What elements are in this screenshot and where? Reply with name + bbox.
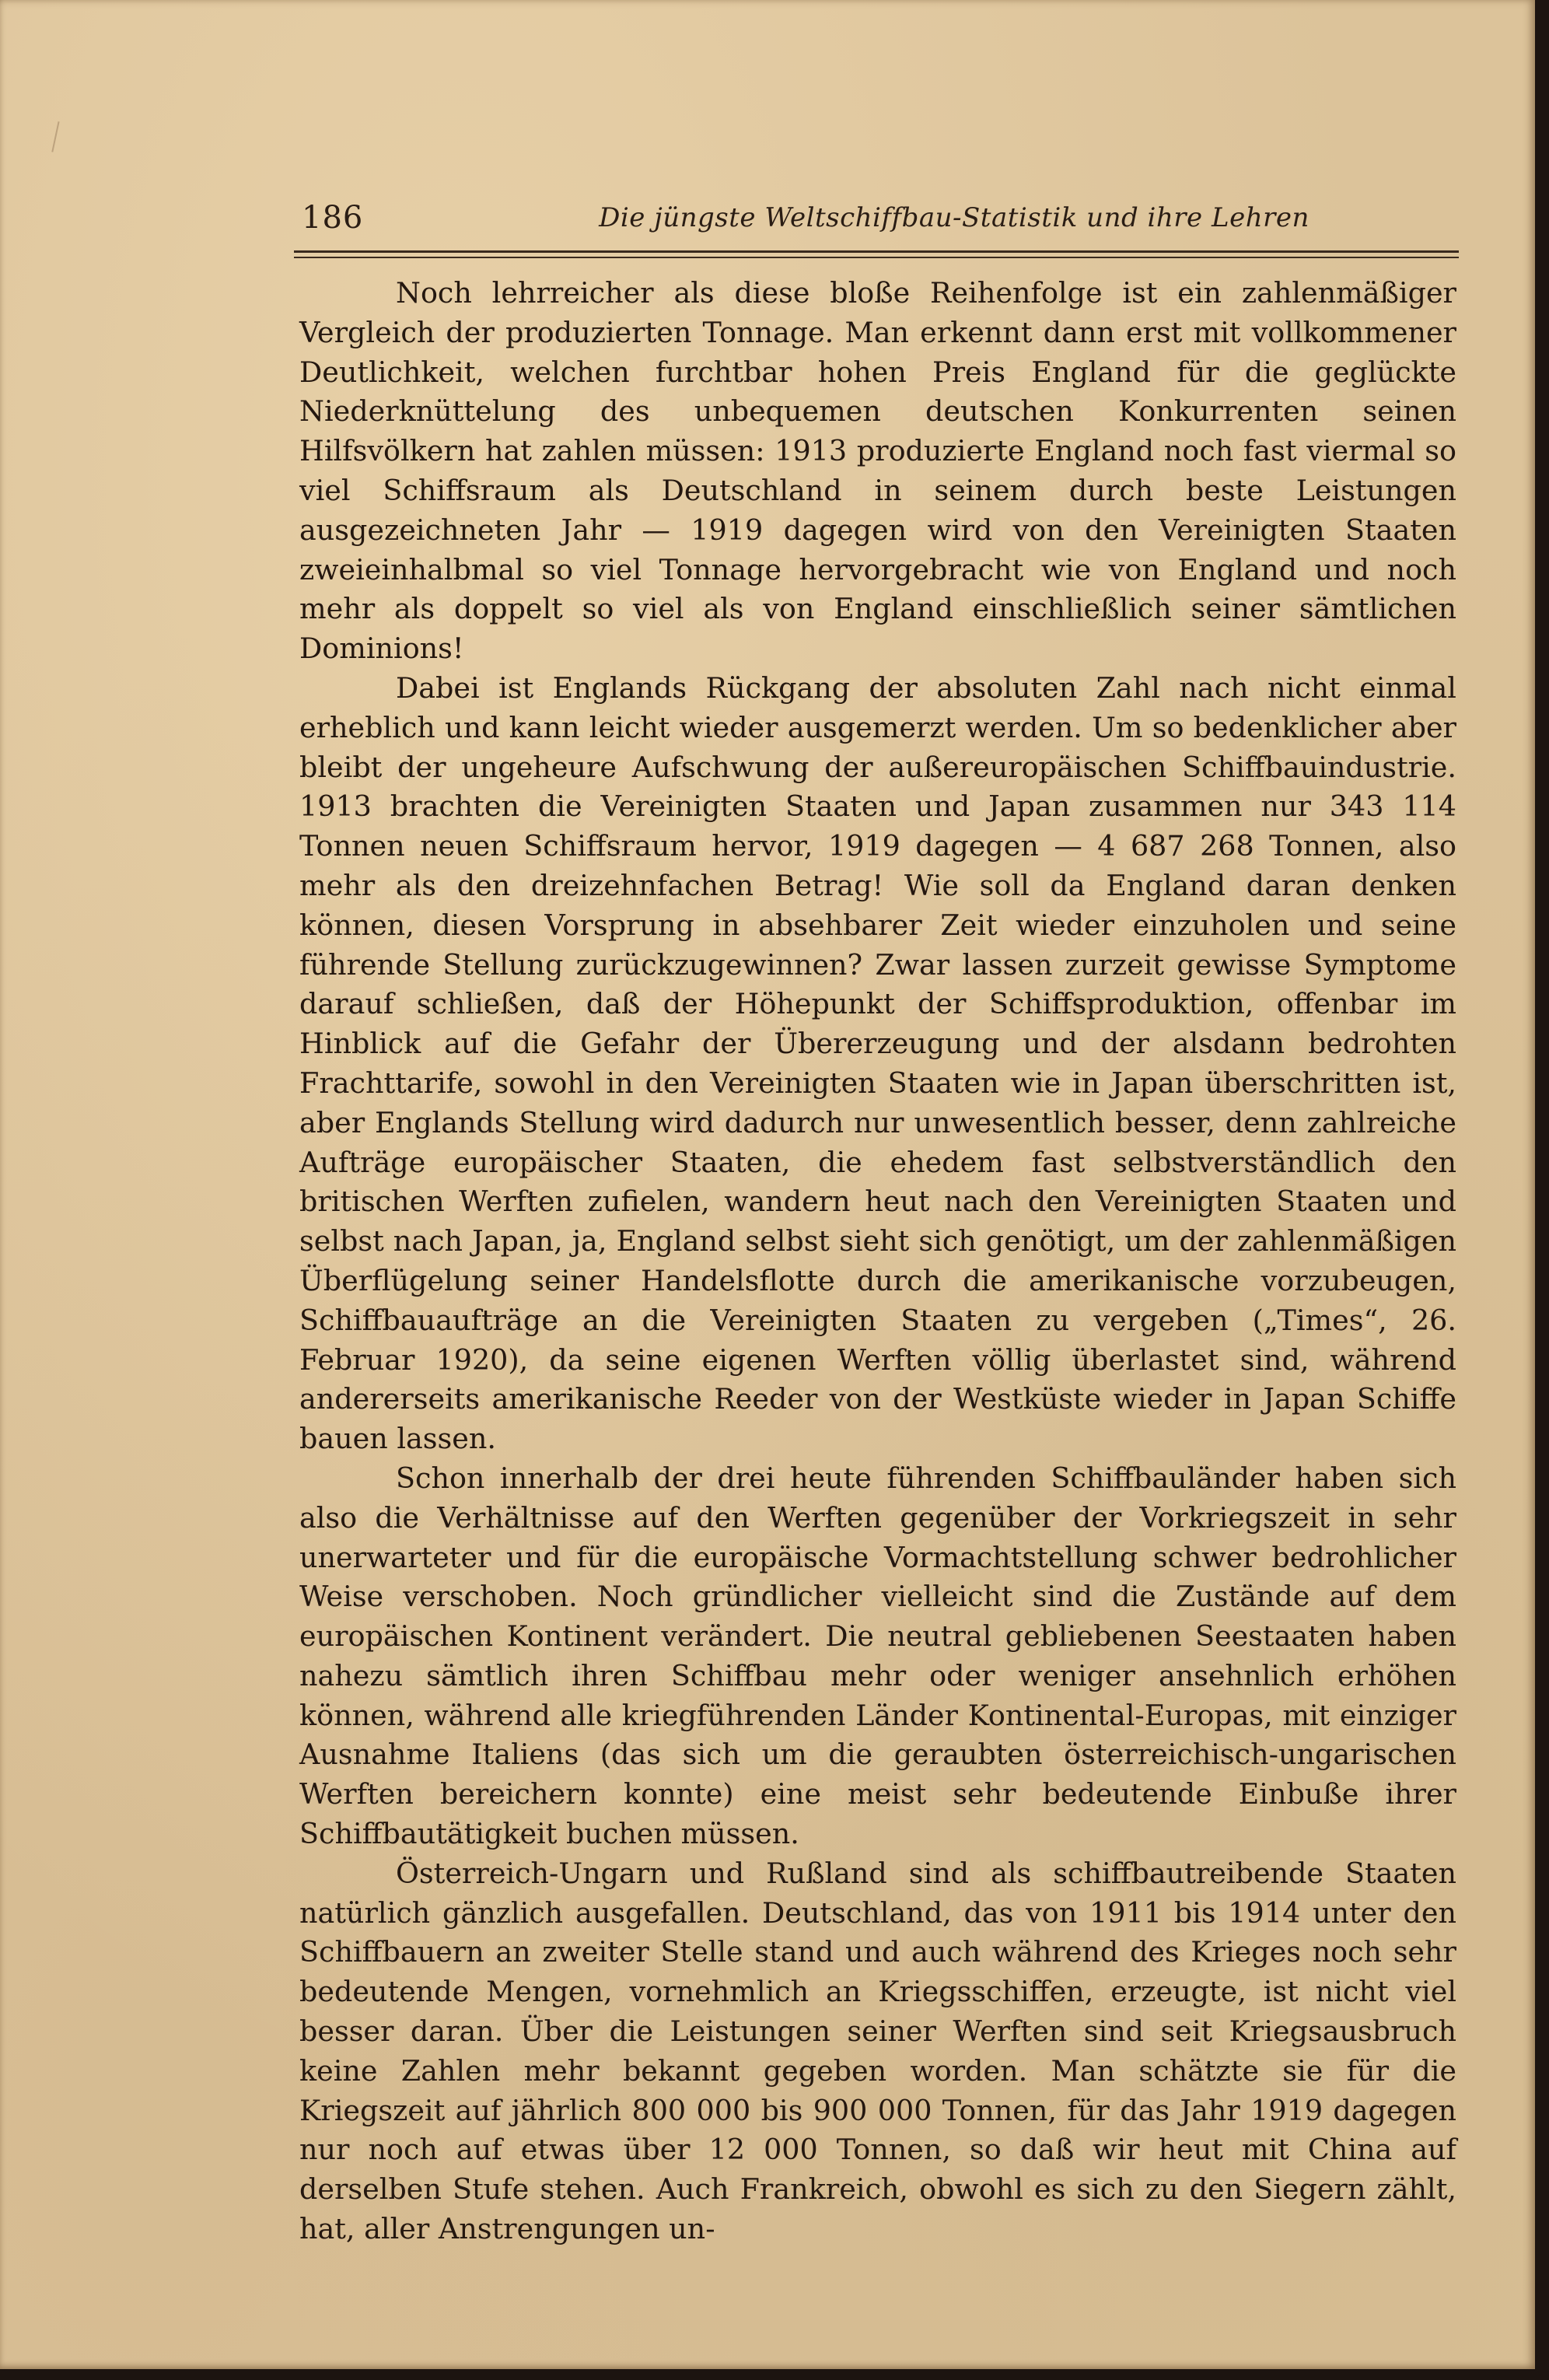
paper-mark bbox=[51, 121, 89, 159]
running-title: Die jüngste Weltschiffbau-Statistik und ihre Lehren bbox=[599, 202, 1309, 233]
paragraph: Noch lehrreicher als diese bloße Reihenfolge ist ein zahlenmäßiger Vergleich der produzierten Tonnage. Man erkennt dann erst mit vollkommener Deutlichkeit, welchen furchtbar hohen Preis England für die geglückte Niederknüttelung des unbequemen deutschen Konkurrenten seinen Hilfsvölkern hat zahlen müssen: 1913 produzierte England noch fast viermal so viel Schiffsraum als Deutschland in seinem durch beste Leistungen ausgezeichneten Jahr — 1919 dagegen wird von den Vereinigten Staaten zweieinhalbmal so viel Tonnage hervorgebracht wie von England und noch mehr als doppelt so viel als von England einschließlich seiner sämtlichen Dominions! bbox=[299, 276, 1456, 666]
page-number: 186 bbox=[302, 200, 364, 236]
paragraph: Dabei ist Englands Rückgang der absoluten Zahl nach nicht einmal erheblich und kann leicht wieder ausgemerzt werden. Um so bedenklicher aber bleibt der ungeheure Aufschwung der außereuropäischen Schiffbauindustrie. 1913 brachten die Vereinigten Staaten und Japan zusammen nur 343 114 Tonnen neuen Schiffsraum hervor, 1919 dagegen — 4 687 268 Tonnen, also mehr als den dreizehnfachen Betrag! Wie soll da England daran denken können, diesen Vorsprung in absehbarer Zeit wieder einzuholen und seine führende Stellung zurückzugewinnen? Zwar lassen zurzeit gewisse Symptome darauf schließen, daß der Höhepunkt der Schiffsproduktion, offenbar im Hinblick auf die Gefahr der Übererzeugung und der alsdann bedrohten Frachttarife, sowohl in den Vereinigten Staaten wie in Japan überschritten ist, aber Englands Stellung wird dadurch nur unwesentlich besser, denn zahlreiche Aufträge europäischer Staaten, die ehedem fast selbstverständlich den britischen Werften zufielen, wandern heut nach den Vereinigten Staaten und selbst nach Japan, ja, England selbst sieht sich genötigt, um der zahlenmäßigen Überflügelung seiner Handelsflotte durch die amerikanische vorzubeugen, Schiffbauaufträge an die Vereinigten Staaten zu vergeben („Times“, 26. Februar 1920), da seine eigenen Werften völlig überlastet sind, während andererseits amerikanische Reeder von der Westküste wieder in Japan Schiffe bauen lassen. bbox=[299, 670, 1456, 1456]
body-text bbox=[299, 274, 1456, 2249]
header-rule bbox=[294, 250, 1459, 253]
paragraph: Schon innerhalb der drei heute führenden Schiffbauländer haben sich also die Verhältnisse auf den Werften gegenüber der Vorkriegszeit in sehr unerwarteter und für die europäische Vormachtstellung schwer bedrohlicher Weise verschoben. Noch gründlicher vielleicht sind die Zustände auf dem europäischen Kontinent verändert. Die neutral gebliebenen Seestaaten haben nahezu sämtlich ihren Schiffbau mehr oder weniger ansehnlich erhöhen können, während alle kriegführenden Länder Kontinental-Europas, mit einziger Ausnahme Italiens (das sich um die geraubten österreichisch-ungarischen Werften bereichern konnte) eine meist sehr bedeutende Einbuße ihrer Schiffbautätigkeit buchen müssen. bbox=[299, 1461, 1456, 1851]
page-header bbox=[294, 196, 1459, 240]
paragraph: Österreich-Ungarn und Rußland sind als schiffbautreibende Staaten natürlich gänzlich ausgefallen. Deutschland, das von 1911 bis 1914 unter den Schiffbauern an zweiter Stelle stand und auch während des Krieges noch sehr bedeutende Mengen, vornehmlich an Kriegsschiffen, erzeugte, ist nicht viel besser daran. Über die Leistungen seiner Werften sind seit Kriegsausbruch keine Zahlen mehr bekannt gegeben worden. Man schätzte sie für die Kriegszeit auf jährlich 800 000 bis 900 000 Tonnen, für das Jahr 1919 dagegen nur noch auf etwas über 12 000 Tonnen, so daß wir heut mit China auf derselben Stufe stehen. Auch Frankreich, obwohl es sich zu den Siegern zählt, hat, aller Anstrengungen un- bbox=[299, 1856, 1456, 2246]
header-rule-double bbox=[294, 257, 1459, 258]
